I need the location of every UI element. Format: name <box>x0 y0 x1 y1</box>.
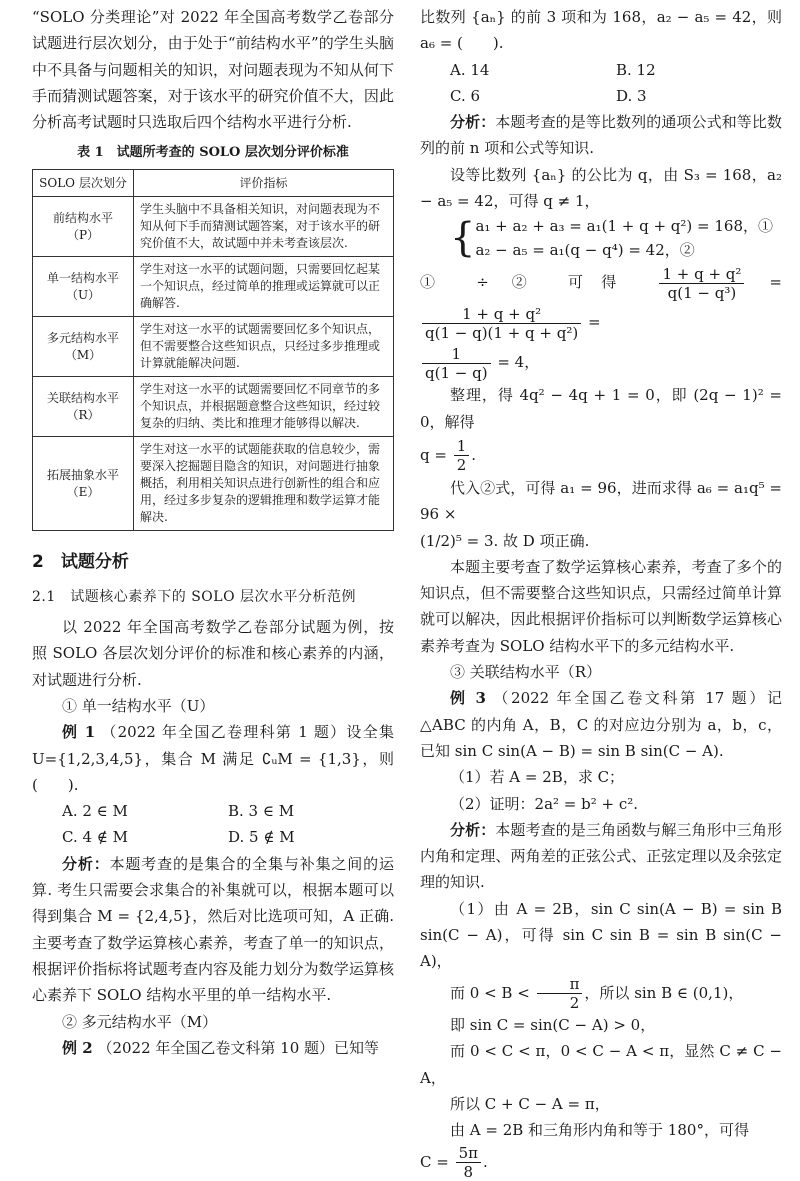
paragraph: 以 2022 年全国高考数学乙卷部分试题为例，按照 SOLO 各层次划分评价的标准和核心素养的内涵，对试题进行分析. <box>32 618 394 689</box>
result-equation: $\frac{1}{q(1 - q)}$ = 4， <box>420 342 782 382</box>
example-3-analysis: 分析：本题考查的是三角函数与解三角形中三角形内角和定理、两角差的正弦公式、正弦定理以及余弦定理的知识. <box>420 820 782 892</box>
division-equation: ① ÷ ② 可得 $\frac{\text{1 + q + q²}}{\text{q(1 − q³)}}$ = $\frac{\text{1 + q + q²}}{\text{q(1 − q)(1 + q + q²)}}$ = <box>420 264 782 342</box>
example-2-step: 整理，得 4q² − 4q + 1 = 0，即 (2q − 1)² = 0，解得 <box>420 386 782 431</box>
example-2-options <box>420 57 782 110</box>
example-2-cont: 比数列 {aₙ} 的前 3 项和为 168，a₂ − a₅ = 42，则 a₆ = ( ). <box>420 8 782 53</box>
table-cell-desc: 学生对这一水平的试题需要回忆不同章节的多个知识点，并根据题意整合这些知识，经过较复杂的归纳、类比和推理才能够得以解决. <box>134 377 394 437</box>
fraction: $\frac{1}{q(1 - q)}$ <box>422 345 491 382</box>
example-2-step: 代入②式，可得 a₁ = 96，进而求得 a₆ = a₁q⁵ = 96 × <box>420 478 782 524</box>
fraction: $\frac{1}{2}$ <box>454 437 470 474</box>
example-3: 例 3 （2022 年全国乙卷文科第 17 题）记 △ABC 的内角 A，B，C 的对应边分别为 a，b，c，已知 sin C sin(A − B) = sin B sin(C − A). <box>420 689 782 760</box>
solution-line: 而 0 < B < $\frac{\pi}{2}$ ，所以 sin B ∈ (0,1)， <box>450 975 744 1013</box>
table-cell-level: 单一结构水平 （U） <box>33 257 134 317</box>
table-row <box>33 437 394 531</box>
table-cell-desc: 学生对这一水平的试题问题，只需要回忆起某一个知识点，经过简单的推理或运算就可以正确解答. <box>134 257 394 317</box>
example-1-options <box>32 798 394 851</box>
table-cell-desc: 学生头脑中不具备相关知识，对问题表现为不知从何下手而猜测试题答案，对于该水平的研究价值不大，故试题中并未考查该层次. <box>134 197 394 257</box>
solo-criteria-table <box>32 169 394 531</box>
table-header-level: SOLO 层次划分 <box>33 170 134 197</box>
table-row <box>33 377 394 437</box>
table-caption: 表 1 试题所考查的 SOLO 层次划分评价标准 <box>77 145 349 161</box>
level-heading-m: ② 多元结构水平（M） <box>62 1012 218 1031</box>
solution-line: （1）由 A = 2B，sin C sin(A − B) = sin B sin(C − A)，可得 sin C sin B = sin B sin(C − A)， <box>420 899 782 971</box>
equation-system <box>420 214 782 262</box>
level-heading-u: ① 单一结构水平（U） <box>62 696 215 715</box>
table-cell-level: 关联结构水平 （R） <box>33 377 134 437</box>
example-2-step: 设等比数列 {aₙ} 的公比为 q，由 S₃ = 168，a₂ − a₅ = 42，可得 q ≠ 1， <box>420 165 782 211</box>
intro-paragraph: “SOLO 分类理论”对 2022 年全国高考数学乙卷部分试题进行层次划分，由于处于“前结构水平”的学生头脑中不具备与问题相关的知识，对问题表现为不知从何下手而猜测试题答案，对于该水平的研究价值不大，因此分析高考试题时只选取后四个结构水平进行分析. <box>32 8 394 132</box>
option: C. 6 <box>450 86 481 105</box>
example-2-step: (1/2)⁵ = 3. 故 D 项正确. <box>420 531 590 550</box>
table-cell-desc: 学生对这一水平的试题能获取的信息较少，需要深入挖掘题目隐含的知识，对问题进行抽象概括，利用相关知识点进行创新性的组合和应用，经过多步复杂的逻辑推理和数学运算才能解决. <box>134 437 394 531</box>
right-column <box>420 4 782 1181</box>
example-1-analysis: 分析：本题考查的是集合的全集与补集之间的运算. 考生只需要会求集合的补集就可以，根据本题可以得到集合 M = {2,4,5}，然后对比选项可知，A 正确. 主要考查了数学运算核心素养，考查了单一的知识点，根据评价指标将试题考查内容及能力划分为数学运算核心素养下 SOLO 结构水平里的单一结构水平. <box>32 854 394 1005</box>
table-header-criteria: 评价指标 <box>134 170 394 197</box>
fraction: $\frac{\pi}{2}$ <box>537 975 583 1012</box>
solution-line: 即 sin C = sin(C − A) > 0， <box>450 1016 656 1035</box>
table-row <box>33 197 394 257</box>
fraction: $\frac{\text{1 + q + q²}}{\text{q(1 − q³)}}$ <box>659 265 744 302</box>
example-3-question: （2）证明：2a² = b² + c². <box>450 794 639 813</box>
example-2-summary: 本题主要考查了数学运算核心素养，考查了多个的知识点，但不需要整合这些知识点，只需经过简单计算就可以解决，因此根据评价指标可以判断数学运算核心素养考查为 SOLO 结构水平下的多元结构水平. <box>420 557 782 655</box>
section-title: 2 试题分析 <box>32 552 129 573</box>
fraction: $\frac{5\pi}{8}$ <box>456 1144 481 1181</box>
c-value: C = $\frac{5\pi}{8}$ . <box>420 1144 488 1181</box>
equation-line: a₁ + a₂ + a₃ = a₁(1 + q + q²) = 168，① <box>475 217 773 236</box>
table-cell-desc: 学生对这一水平的试题需要回忆多个知识点，但不需要整合这些知识点，只经过多步推理或计算就能解决问题. <box>134 317 394 377</box>
brace-glyph: { <box>450 215 476 262</box>
equation-line: a₂ − a₅ = a₁(q − q⁴) = 42，② <box>475 241 695 260</box>
table-cell-level: 拓展抽象水平 （E） <box>33 437 134 531</box>
example-2-start: 例 2 （2022 年全国乙卷文科第 10 题）已知等 <box>62 1038 380 1057</box>
table-header-row <box>33 170 394 197</box>
option: B. 3 ∈ M <box>228 802 295 821</box>
fraction: $\frac{\text{1 + q + q²}}{\text{q(1 − q)(1 + q + q²)}}$ <box>422 305 581 342</box>
left-column <box>32 4 394 1061</box>
option: A. 14 <box>450 60 490 79</box>
option: D. 3 <box>616 86 647 105</box>
option: C. 4 ∉ M <box>62 828 129 847</box>
solution-line: 而 0 < C < π，0 < C − A < π，显然 C ≠ C − A， <box>420 1042 782 1087</box>
table-row <box>33 317 394 377</box>
table-cell-level: 前结构水平 （P） <box>33 197 134 257</box>
option: B. 12 <box>616 60 656 79</box>
table-cell-level: 多元结构水平 （M） <box>33 317 134 377</box>
table-row <box>33 257 394 317</box>
subsection-title: 2.1 试题核心素养下的 SOLO 层次水平分析范例 <box>32 588 357 605</box>
example-2-analysis: 分析：本题考查的是等比数列的通项公式和等比数列的前 n 项和公式等知识. <box>420 113 782 158</box>
q-value: q = $\frac{1}{2}$ . <box>420 437 477 475</box>
option: D. 5 ∉ M <box>228 828 295 847</box>
option: A. 2 ∈ M <box>62 802 128 821</box>
example-3-question: （1）若 A = 2B，求 C； <box>450 768 625 787</box>
level-heading-r: ③ 关联结构水平（R） <box>450 663 602 682</box>
solution-line: 由 A = 2B 和三角形内角和等于 180°，可得 <box>450 1121 749 1140</box>
example-1: 例 1 （2022 年全国乙卷理科第 1 题）设全集 U={1,2,3,4,5}，集合 M 满足 ∁ᵤM = {1,3}，则( ). <box>32 723 394 794</box>
solution-line: 所以 C + C − A = π， <box>450 1095 610 1113</box>
